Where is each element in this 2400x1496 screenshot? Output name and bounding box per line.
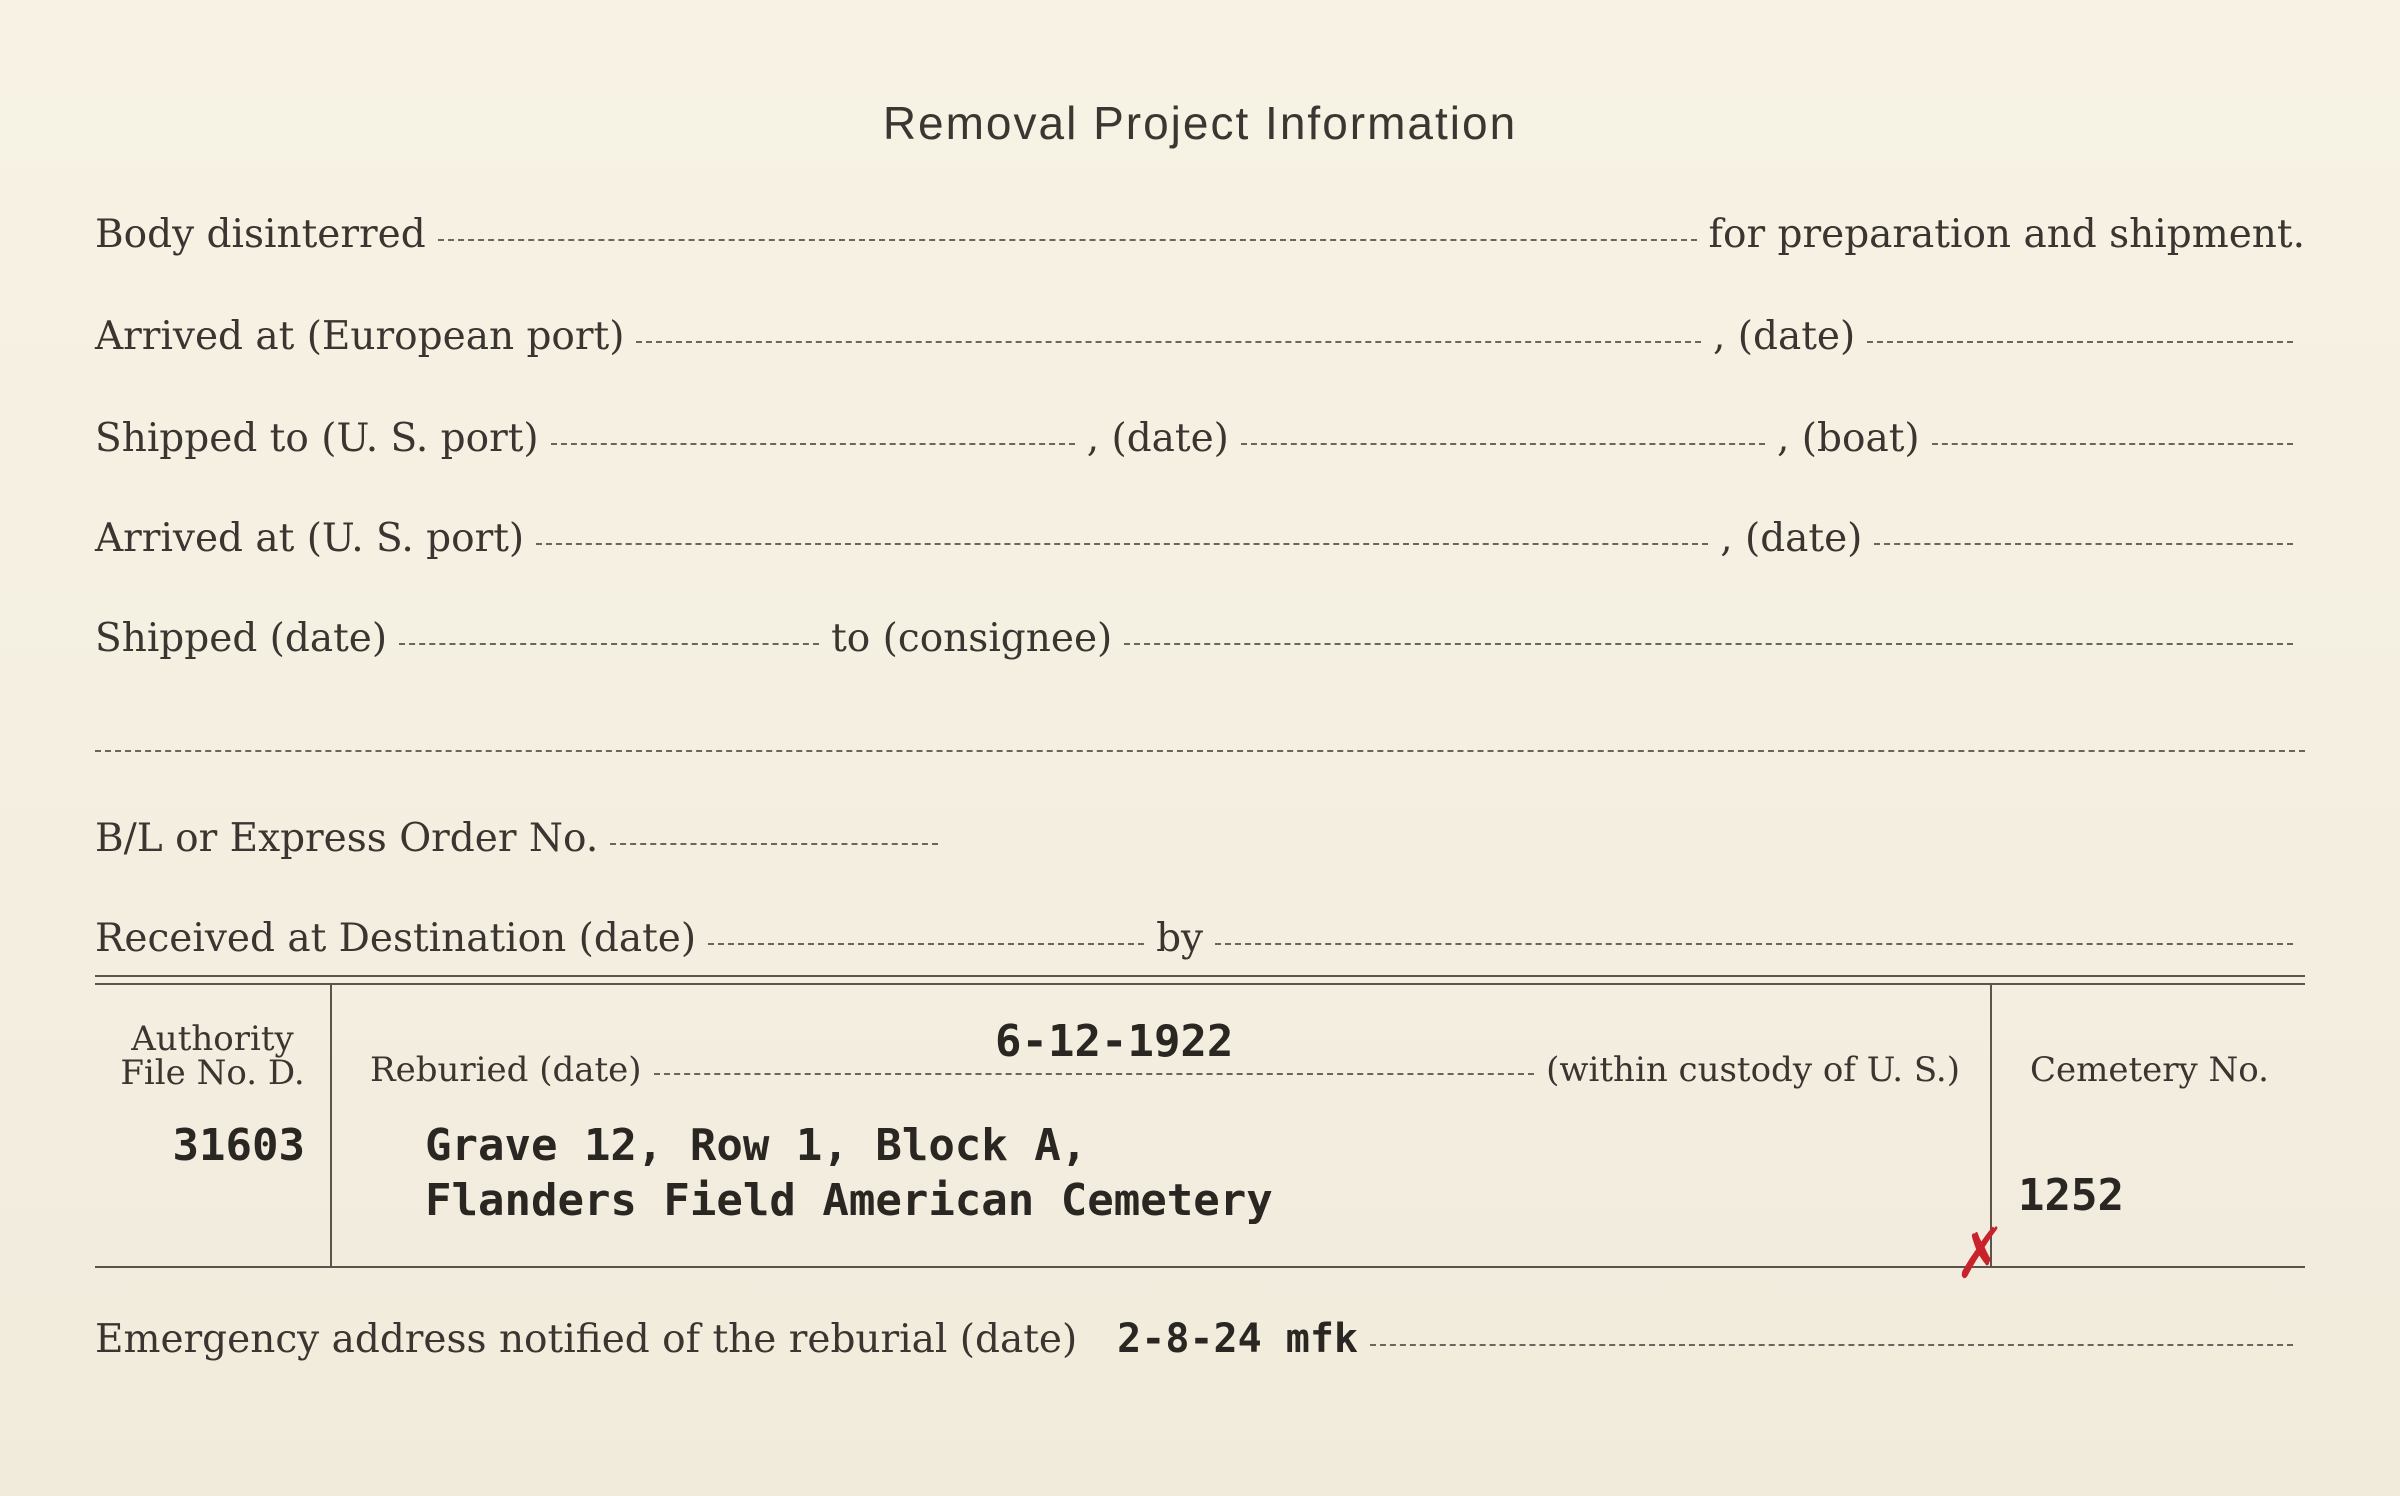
arrived-european-date-label: , (date) bbox=[1712, 314, 1856, 359]
emergency-date-value: 2-8-24 mfk bbox=[1117, 1316, 1358, 1362]
cemetery-no-value: 1252 bbox=[2018, 1170, 2124, 1221]
arrived-us-label: Arrived at (U. S. port) bbox=[95, 516, 525, 561]
authority-label: Authority bbox=[131, 1019, 294, 1059]
reburied-date-field[interactable] bbox=[654, 1073, 1535, 1075]
reburied-label: Reburied (date) bbox=[370, 1050, 642, 1090]
emergency-label: Emergency address notified of the reburial (date) bbox=[95, 1317, 1078, 1362]
row-reburied bbox=[370, 1050, 1960, 1090]
grave-location-line2: Flanders Field American Cemetery bbox=[425, 1175, 1273, 1226]
shipped-to-us-label: Shipped to (U. S. port) bbox=[95, 416, 539, 461]
box-top-rule-inner bbox=[95, 983, 2305, 985]
row-arrived-european bbox=[95, 314, 2305, 359]
authority-heading bbox=[95, 1019, 330, 1093]
body-disinterred-suffix: for preparation and shipment. bbox=[1708, 212, 2305, 257]
consignee-field[interactable] bbox=[1124, 643, 2293, 645]
arrived-us-date-field[interactable] bbox=[1874, 543, 2293, 545]
emergency-date-field[interactable] bbox=[1370, 1344, 2293, 1346]
shipped-to-us-port-field[interactable] bbox=[551, 443, 1075, 445]
file-no-label: File No. D. bbox=[120, 1053, 305, 1093]
shipped-date-label: Shipped (date) bbox=[95, 616, 388, 661]
consignee-continuation-field[interactable] bbox=[95, 750, 2305, 752]
bl-order-label: B/L or Express Order No. bbox=[95, 816, 599, 861]
received-date-field[interactable] bbox=[708, 943, 1144, 945]
arrived-european-port-field[interactable] bbox=[636, 341, 1701, 343]
arrived-european-date-field[interactable] bbox=[1867, 341, 2293, 343]
received-by-label: by bbox=[1156, 916, 1204, 961]
arrived-european-label: Arrived at (European port) bbox=[95, 314, 625, 359]
row-bl-order bbox=[95, 816, 2305, 861]
row-shipped bbox=[95, 616, 2305, 661]
reburied-date-value: 6-12-1922 bbox=[995, 1016, 1234, 1067]
red-check-mark: ✗ bbox=[1943, 1215, 2008, 1295]
box-top-rule bbox=[95, 975, 2305, 977]
body-disinterred-field[interactable] bbox=[438, 239, 1697, 241]
bl-order-field[interactable] bbox=[610, 843, 938, 845]
row-shipped-to-us bbox=[95, 416, 2305, 461]
row-body-disinterred bbox=[95, 212, 2305, 257]
cemetery-no-label: Cemetery No. bbox=[2030, 1050, 2269, 1090]
file-no-value: 31603 bbox=[172, 1120, 305, 1171]
shipped-to-us-date-field[interactable] bbox=[1241, 443, 1765, 445]
received-label: Received at Destination (date) bbox=[95, 916, 697, 961]
box-divider-left bbox=[330, 985, 332, 1266]
grave-location-line1: Grave 12, Row 1, Block A, bbox=[425, 1120, 1088, 1171]
shipped-to-us-date-label: , (date) bbox=[1086, 416, 1229, 461]
card-title: Removal Project Information bbox=[882, 97, 1518, 149]
shipped-to-us-boat-label: , (boat) bbox=[1776, 416, 1920, 461]
custody-label: (within custody of U. S.) bbox=[1546, 1050, 1960, 1090]
received-by-field[interactable] bbox=[1215, 943, 2293, 945]
arrived-us-port-field[interactable] bbox=[536, 543, 1708, 545]
arrived-us-date-label: , (date) bbox=[1720, 516, 1863, 561]
row-arrived-us bbox=[95, 516, 2305, 561]
shipped-date-field[interactable] bbox=[399, 643, 819, 645]
row-emergency bbox=[95, 1316, 2305, 1362]
body-disinterred-label: Body disinterred bbox=[95, 212, 426, 257]
shipped-to-us-boat-field[interactable] bbox=[1932, 443, 2293, 445]
consignee-label: to (consignee) bbox=[831, 616, 1113, 661]
row-received bbox=[95, 916, 2305, 961]
